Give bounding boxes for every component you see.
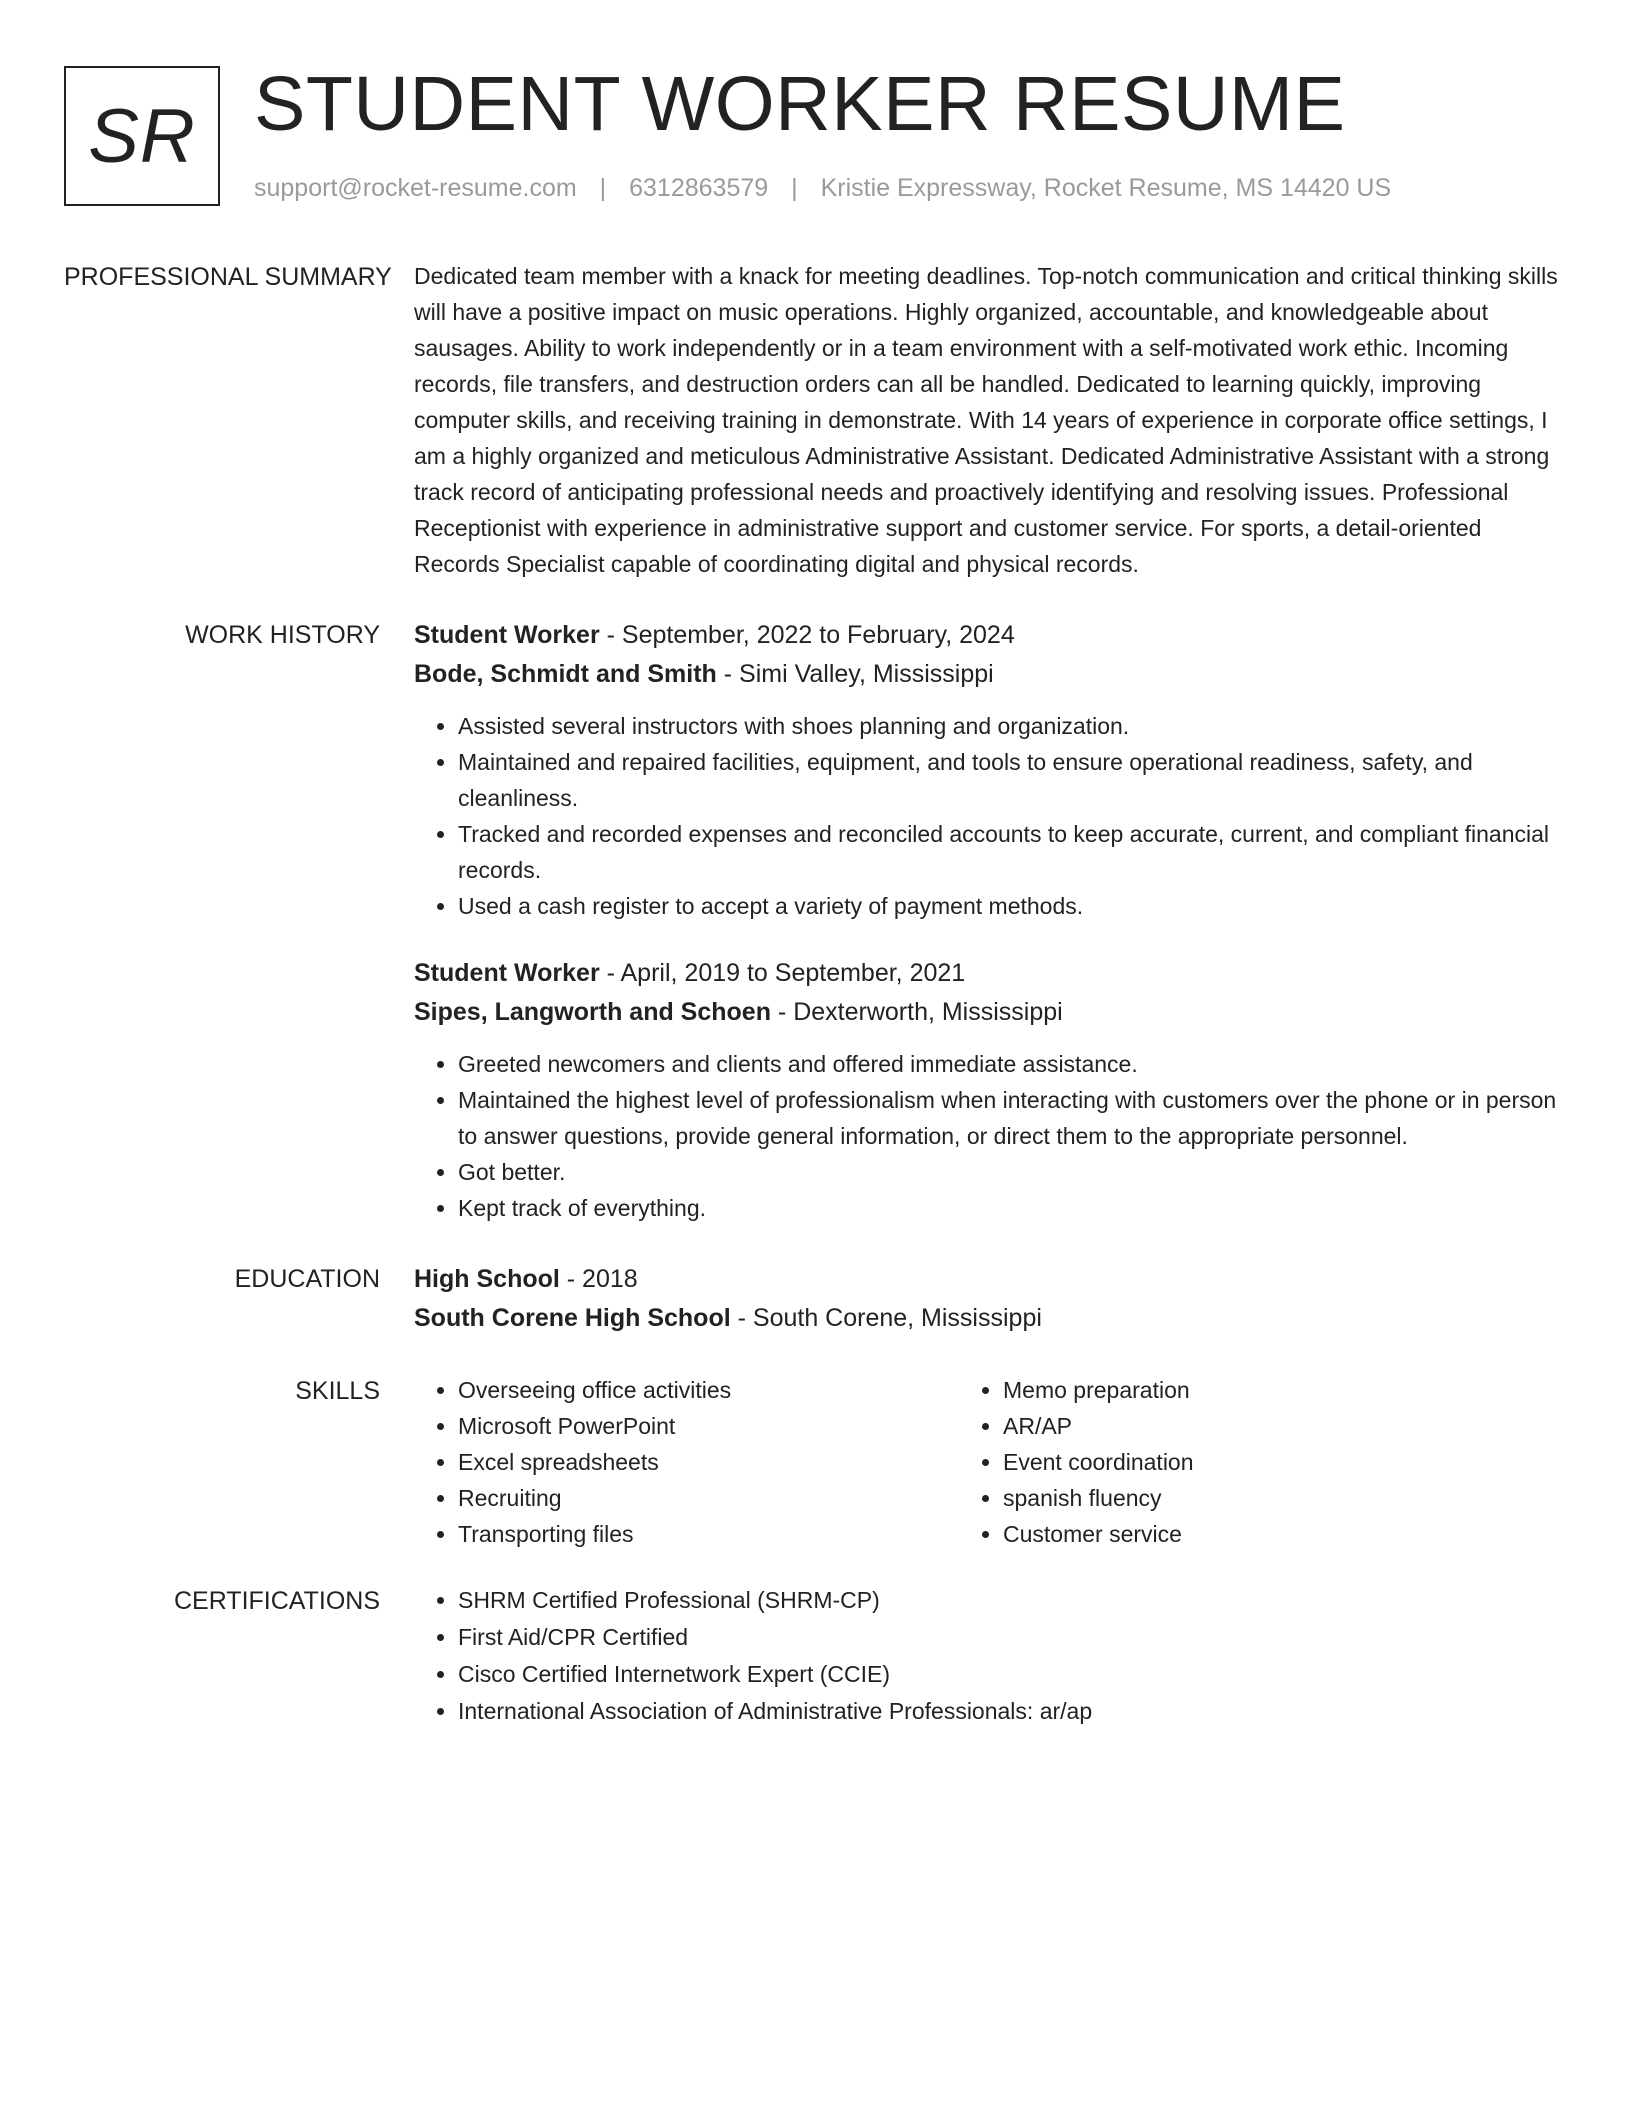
list-item: • Cisco Certified Internetwork Expert (CCIE) <box>458 1656 1568 1693</box>
job-bullets <box>414 708 1568 924</box>
summary-text: Dedicated team member with a knack for meeting deadlines. Top-notch communication and critical thinking skills will have a positive impact on music operations. Highly organized, accountable, and knowledgeable about sausages. Ability to work independently or in a team environment with a self-motivated work ethic. Incoming records, file transfers, and destruction orders can all be handled. Dedicated to learning quickly, improving computer skills, and receiving training in demonstrate. With 14 years of experience in corporate office settings, I am a highly organized and meticulous Administrative Assistant. Dedicated Administrative Assistant with a strong track record of anticipating professional needs and proactively identifying and resolving issues. Professional Receptionist with experience in administrative support and customer service. For sports, a detail-oriented Records Specialist capable of coordinating digital and physical records. <box>414 263 1558 577</box>
job-entry <box>414 616 1568 924</box>
job-entry <box>414 954 1568 1226</box>
section-label: EDUCATION <box>234 1265 380 1293</box>
summary-section <box>64 258 1568 582</box>
job-bullets <box>414 1046 1568 1226</box>
job-company: Bode, Schmidt and Smith <box>414 660 717 688</box>
skills-section <box>64 1372 1568 1552</box>
section-label: CERTIFICATIONS <box>173 1587 380 1615</box>
list-item: • First Aid/CPR Certified <box>458 1619 1568 1656</box>
list-item: • Kept track of everything. <box>458 1190 1568 1226</box>
list-item: • Used a cash register to accept a variety of payment methods. <box>458 888 1568 924</box>
skills-content <box>414 1372 1568 1552</box>
work-history-section <box>64 616 1568 1260</box>
list-item: • spanish fluency <box>1003 1480 1504 1516</box>
education-year: - 2018 <box>559 1265 638 1293</box>
job-location: - Simi Valley, Mississippi <box>716 660 994 688</box>
job-company-line <box>414 655 1568 694</box>
education-school-line <box>414 1299 1568 1338</box>
contact-phone[interactable]: 6312863579 <box>629 174 769 202</box>
resume-title: STUDENT WORKER RESUME <box>254 61 1346 147</box>
job-title-line <box>414 954 1568 993</box>
education-location: - South Corene, Mississippi <box>730 1304 1042 1332</box>
list-item: • Customer service <box>1003 1516 1504 1552</box>
contact-line <box>254 174 1391 203</box>
contact-separator: | <box>791 174 798 202</box>
education-degree-line <box>414 1260 1568 1299</box>
job-location: - Dexterworth, Mississippi <box>770 998 1063 1026</box>
monogram: SR <box>64 66 220 206</box>
contact-separator: | <box>599 174 607 202</box>
list-item: • Memo preparation <box>1003 1372 1504 1408</box>
job-title-line <box>414 616 1568 655</box>
job-dates: - April, 2019 to September, 2021 <box>599 959 966 987</box>
list-item: • Event coordination <box>1003 1444 1504 1480</box>
education-section <box>64 1260 1568 1338</box>
section-label: PROFESSIONAL SUMMARY <box>64 263 392 291</box>
certifications-content <box>414 1582 1568 1730</box>
work-history-content <box>414 616 1568 1260</box>
list-item: • Assisted several instructors with shoes planning and organization. <box>458 708 1568 744</box>
list-item: • Transporting files <box>458 1516 959 1552</box>
list-item: • SHRM Certified Professional (SHRM-CP) <box>458 1582 1568 1619</box>
list-item: • Maintained the highest level of professionalism when interacting with customers over the phone or in person to answer questions, provide general information, or direct them to the appropriate personnel. <box>458 1082 1568 1154</box>
contact-address: Kristie Expressway, Rocket Resume, MS 14420 US <box>820 174 1392 202</box>
list-item: • Got better. <box>458 1154 1568 1190</box>
job-title: Student Worker <box>414 959 600 987</box>
job-dates: - September, 2022 to February, 2024 <box>599 621 1015 649</box>
contact-email[interactable]: support@rocket-resume.com <box>254 174 577 202</box>
section-label: SKILLS <box>295 1377 380 1405</box>
section-label: WORK HISTORY <box>185 621 380 649</box>
skills-list-left <box>414 1372 959 1552</box>
list-item: • Excel spreadsheets <box>458 1444 959 1480</box>
skills-list-right <box>959 1372 1504 1552</box>
list-item: • AR/AP <box>1003 1408 1504 1444</box>
education-content <box>414 1260 1568 1338</box>
resume-body <box>64 258 1568 1730</box>
list-item: • International Association of Administrative Professionals: ar/ap <box>458 1693 1568 1730</box>
job-title: Student Worker <box>414 621 600 649</box>
summary-content <box>414 258 1568 582</box>
job-company-line <box>414 993 1568 1032</box>
education-school: South Corene High School <box>414 1304 731 1332</box>
list-item: • Microsoft PowerPoint <box>458 1408 959 1444</box>
list-item: • Greeted newcomers and clients and offered immediate assistance. <box>458 1046 1568 1082</box>
list-item: • Maintained and repaired facilities, equipment, and tools to ensure operational readiness, safety, and cleanliness. <box>458 744 1568 816</box>
list-item: • Recruiting <box>458 1480 959 1516</box>
certifications-section <box>64 1582 1568 1730</box>
list-item: • Tracked and recorded expenses and reconciled accounts to keep accurate, current, and compliant financial records. <box>458 816 1568 888</box>
job-company: Sipes, Langworth and Schoen <box>414 998 771 1026</box>
education-degree: High School <box>414 1265 560 1293</box>
resume-header <box>64 61 1568 210</box>
list-item: • Overseeing office activities <box>458 1372 959 1408</box>
skills-columns <box>414 1372 1568 1552</box>
certifications-list <box>414 1582 1568 1730</box>
